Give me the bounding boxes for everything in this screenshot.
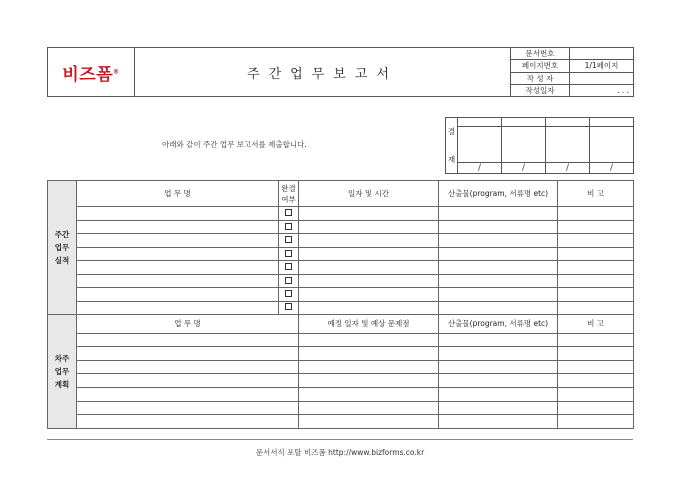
input-cell[interactable]	[558, 288, 634, 301]
input-cell[interactable]	[558, 234, 634, 247]
input-cell[interactable]	[299, 374, 439, 388]
field-value-date[interactable]: . . .	[570, 84, 634, 96]
completion-checkbox[interactable]	[285, 209, 292, 216]
table-row	[48, 234, 634, 247]
table-row	[48, 274, 634, 287]
input-cell[interactable]	[558, 415, 634, 429]
input-cell[interactable]	[558, 274, 634, 287]
input-cell[interactable]	[439, 220, 558, 233]
approval-box	[445, 117, 634, 174]
input-cell[interactable]	[439, 333, 558, 347]
input-cell[interactable]	[299, 401, 439, 415]
header-date-time: 일자 및 시간	[299, 181, 439, 207]
table-row	[48, 301, 634, 314]
header-remarks: 비 고	[558, 315, 634, 333]
section-label-weekly-results: 주간 업무 실적	[48, 181, 77, 315]
input-cell[interactable]	[299, 301, 439, 314]
input-cell[interactable]	[299, 415, 439, 429]
input-cell[interactable]	[299, 333, 439, 347]
input-cell[interactable]	[558, 360, 634, 374]
completion-checkbox-cell[interactable]	[279, 288, 299, 301]
completion-checkbox[interactable]	[285, 236, 292, 243]
input-cell[interactable]	[299, 261, 439, 274]
input-cell[interactable]	[439, 415, 558, 429]
input-cell[interactable]	[77, 301, 279, 314]
table-row	[48, 415, 634, 429]
input-cell[interactable]	[439, 387, 558, 401]
completion-checkbox[interactable]	[285, 263, 292, 270]
table-row	[48, 347, 634, 361]
table-row	[48, 387, 634, 401]
input-cell[interactable]	[439, 360, 558, 374]
completion-checkbox[interactable]	[285, 250, 292, 257]
table-row	[48, 207, 634, 220]
header-output: 산출물(program, 서류명 etc)	[439, 181, 558, 207]
input-cell[interactable]	[558, 207, 634, 220]
input-cell[interactable]	[558, 401, 634, 415]
approval-title-cell[interactable]	[590, 118, 634, 127]
table-row	[48, 333, 634, 347]
header-completion	[279, 181, 299, 207]
approval-title-cell[interactable]	[546, 118, 590, 127]
table-row	[48, 374, 634, 388]
input-cell[interactable]	[439, 347, 558, 361]
input-cell[interactable]	[558, 387, 634, 401]
approval-title-cell[interactable]	[458, 118, 502, 127]
completion-checkbox-cell[interactable]	[279, 247, 299, 260]
input-cell[interactable]	[77, 374, 299, 388]
input-cell[interactable]	[299, 207, 439, 220]
approval-sign-cell[interactable]	[590, 127, 634, 163]
table-row	[48, 220, 634, 233]
input-cell[interactable]	[439, 288, 558, 301]
completion-checkbox[interactable]	[285, 303, 292, 310]
field-label: 페이지번호	[511, 60, 570, 72]
input-cell[interactable]	[77, 347, 299, 361]
header-completion-line2: 여부	[281, 194, 296, 204]
field-value-page-number[interactable]: 1/1페이지	[570, 60, 634, 72]
field-value-doc-number[interactable]	[570, 48, 634, 60]
footer-text: 문서서식 포탈 비즈폼 http://www.bizforms.co.kr	[255, 448, 425, 457]
input-cell[interactable]	[77, 288, 279, 301]
completion-checkbox-cell[interactable]	[279, 234, 299, 247]
input-cell[interactable]	[439, 374, 558, 388]
input-cell[interactable]	[439, 301, 558, 314]
input-cell[interactable]	[439, 261, 558, 274]
header-remarks: 비 고	[558, 181, 634, 207]
table-row	[48, 247, 634, 260]
input-cell[interactable]	[299, 234, 439, 247]
input-cell[interactable]	[77, 333, 299, 347]
input-cell[interactable]	[558, 301, 634, 314]
approval-label: 결 재	[446, 118, 458, 174]
input-cell[interactable]	[558, 261, 634, 274]
input-cell[interactable]	[77, 274, 279, 287]
intro-text: 아래와 같이 주간 업무 보고서를 제출합니다.	[162, 140, 307, 149]
input-cell[interactable]	[77, 247, 279, 260]
approval-date-cell[interactable]: /	[546, 163, 590, 174]
field-value-author[interactable]	[570, 72, 634, 84]
approval-date-cell[interactable]: /	[502, 163, 546, 174]
field-label: 작성일자	[511, 84, 570, 96]
title-cell	[135, 48, 511, 97]
footer-divider	[47, 439, 633, 440]
approval-sign-cell[interactable]	[546, 127, 590, 163]
report-grid	[47, 180, 634, 429]
input-cell[interactable]	[77, 207, 279, 220]
approval-date-cell[interactable]: /	[458, 163, 502, 174]
input-cell[interactable]	[299, 387, 439, 401]
input-cell[interactable]	[299, 274, 439, 287]
input-cell[interactable]	[77, 360, 299, 374]
input-cell[interactable]	[439, 207, 558, 220]
input-cell[interactable]	[558, 333, 634, 347]
input-cell[interactable]	[439, 234, 558, 247]
input-cell[interactable]	[299, 247, 439, 260]
input-cell[interactable]	[558, 374, 634, 388]
input-cell[interactable]	[77, 387, 299, 401]
completion-checkbox-cell[interactable]	[279, 220, 299, 233]
table-row	[48, 401, 634, 415]
field-label: 작 성 자	[511, 72, 570, 84]
input-cell[interactable]	[299, 220, 439, 233]
completion-checkbox-cell[interactable]	[279, 274, 299, 287]
completion-checkbox-cell[interactable]	[279, 301, 299, 314]
completion-checkbox[interactable]	[285, 277, 292, 284]
input-cell[interactable]	[439, 274, 558, 287]
header-table	[47, 47, 634, 97]
document-title: 주간업무보고서	[247, 66, 398, 82]
approval-sign-cell[interactable]	[502, 127, 546, 163]
header-completion-line1: 완결	[281, 183, 296, 193]
approval-date-cell[interactable]: /	[590, 163, 634, 174]
input-cell[interactable]	[77, 401, 299, 415]
input-cell[interactable]	[77, 415, 299, 429]
approval-title-cell[interactable]	[502, 118, 546, 127]
approval-sign-cell[interactable]	[458, 127, 502, 163]
input-cell[interactable]	[299, 360, 439, 374]
input-cell[interactable]	[439, 401, 558, 415]
input-cell[interactable]	[299, 347, 439, 361]
input-cell[interactable]	[77, 234, 279, 247]
input-cell[interactable]	[299, 288, 439, 301]
completion-checkbox-cell[interactable]	[279, 261, 299, 274]
section-label-next-week-plan: 차주 업무 계획	[48, 315, 77, 429]
header-output: 산출물(program, 서류명 etc)	[439, 315, 558, 333]
input-cell[interactable]	[558, 347, 634, 361]
input-cell[interactable]	[558, 220, 634, 233]
table-row	[48, 288, 634, 301]
input-cell[interactable]	[77, 220, 279, 233]
completion-checkbox[interactable]	[285, 290, 292, 297]
header-task-name: 업 무 명	[77, 315, 299, 333]
bizforms-logo: 비즈폼®	[62, 64, 120, 85]
field-label: 문서번호	[511, 48, 570, 60]
table-row	[48, 261, 634, 274]
completion-checkbox[interactable]	[285, 223, 292, 230]
header-task-name: 업 무 명	[77, 181, 279, 207]
input-cell[interactable]	[77, 261, 279, 274]
input-cell[interactable]	[558, 247, 634, 260]
completion-checkbox-cell[interactable]	[279, 207, 299, 220]
header-planned-date: 예정 일자 및 예상 문제점	[299, 315, 439, 333]
input-cell[interactable]	[439, 247, 558, 260]
table-row	[48, 360, 634, 374]
logo-cell	[48, 48, 135, 97]
